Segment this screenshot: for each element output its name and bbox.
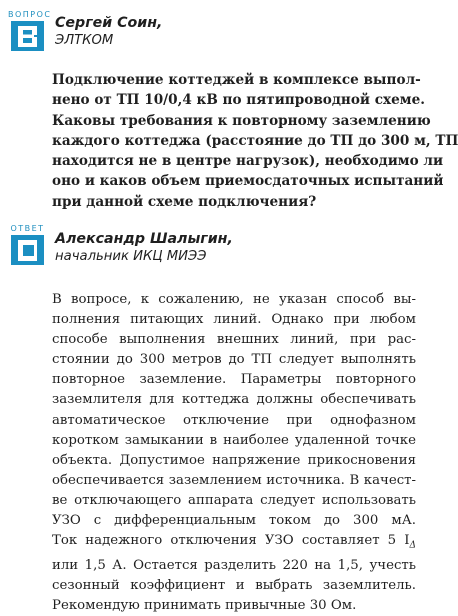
question-line: Подключение коттеджей в комплексе выпол- bbox=[52, 72, 421, 88]
question-badge bbox=[8, 10, 52, 53]
answer-line: ве отключающего аппарата следует использовать bbox=[52, 492, 416, 508]
answer-line: заземлителя для коттеджа должны обеспечивать bbox=[52, 392, 416, 408]
answer-line: повторное заземление. Параметры повторного bbox=[52, 372, 416, 388]
answer-line: обеспечивается заземлением источника. В качест- bbox=[52, 472, 416, 488]
letter-v-icon bbox=[11, 21, 44, 51]
question-text bbox=[52, 70, 458, 212]
answer-badge-label: ОТВЕТ bbox=[10, 224, 45, 233]
answer-badge bbox=[8, 224, 47, 267]
answer-author-org: начальник ИКЦ МИЭЭ bbox=[55, 249, 207, 264]
delta-subscript: Δ bbox=[409, 540, 416, 551]
answer-line: стоянии до 300 метров до ТП следует выполнять bbox=[52, 352, 416, 368]
answer-line: УЗО с дифференциальным током до 300 мА. bbox=[52, 513, 416, 529]
answer-line: коротком замыкании в наиболее удаленной точке bbox=[52, 432, 416, 448]
question-badge-label: ВОПРОС bbox=[8, 10, 52, 19]
answer-line-with-subscript bbox=[52, 531, 416, 556]
answer-author bbox=[55, 230, 233, 266]
answer-line-text: Ток надежного отключения УЗО составляет 5 I bbox=[52, 533, 410, 549]
letter-o-icon bbox=[11, 235, 44, 265]
answer-line: Рекомендую принимать привычные 30 Ом. bbox=[52, 598, 357, 614]
answer-line: объекта. Допустимое напряжение прикосновения bbox=[52, 452, 416, 468]
answer-line: или 1,5 А. Остается разделить 220 на 1,5, учесть bbox=[52, 557, 416, 573]
answer-author-name: Александр Шалыгин, bbox=[55, 231, 233, 247]
question-line: находится не в центре нагрузок), необходимо ли bbox=[52, 153, 444, 170]
question-author bbox=[55, 14, 162, 50]
question-line: каждого коттеджа (расстояние до ТП до 300 м, ТП bbox=[52, 132, 458, 149]
question-line: оно и каков объем приемосдаточных испытаний bbox=[52, 173, 444, 190]
answer-line: В вопросе, к сожалению, не указан способ вы- bbox=[52, 292, 416, 307]
answer-text bbox=[52, 290, 416, 616]
answer-line: автоматическое отключение при однофазном bbox=[52, 412, 416, 428]
question-line: Каковы требования к повторному заземлению bbox=[52, 112, 431, 129]
question-author-name: Сергей Соин, bbox=[55, 15, 163, 31]
answer-line: сезонный коэффициент и выбрать заземлитель. bbox=[52, 577, 416, 593]
question-author-org: ЭЛТКОМ bbox=[55, 33, 114, 48]
question-line: при данной схеме подключения? bbox=[52, 193, 317, 210]
answer-line: способе выполнения внешних линий, при рас- bbox=[52, 332, 416, 348]
answer-line: полнения питающих линий. Однако при любом bbox=[52, 312, 416, 328]
question-line: нено от ТП 10/0,4 кВ по пятипроводной схеме. bbox=[52, 92, 425, 109]
